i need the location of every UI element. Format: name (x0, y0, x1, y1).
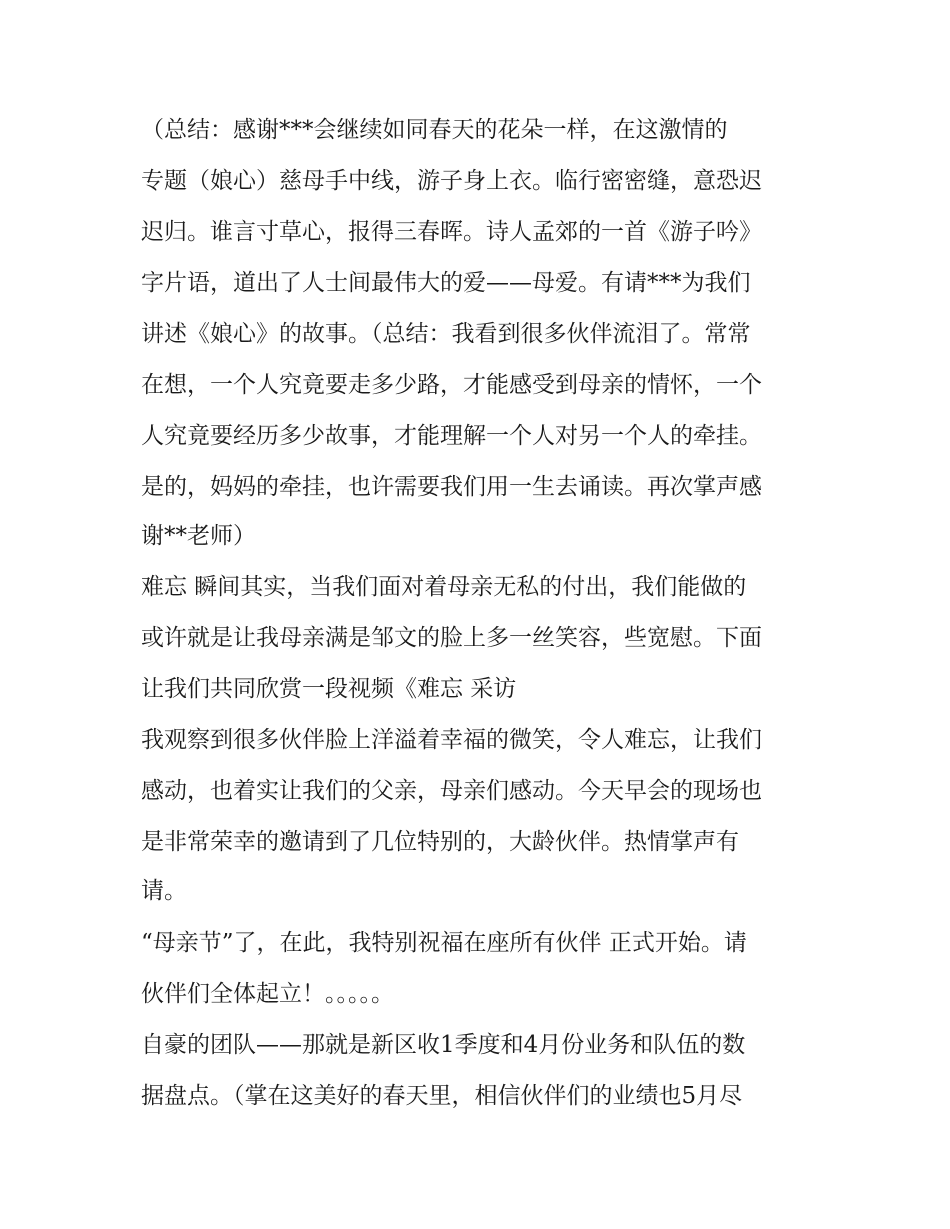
text-line: 感动，也着实让我们的父亲，母亲们感动。今天早会的现场也 (141, 778, 762, 804)
text-line: 请。 (141, 878, 187, 904)
text-line: 谢**老师） (141, 523, 256, 549)
text-line: 伙伴们全体起立！。。。。。 (141, 981, 394, 1007)
text-line: 我观察到很多伙伴脸上洋溢着幸福的微笑，令人难忘，让我们 (141, 727, 762, 753)
text-line: 专题（娘心）慈母手中线，游子身上衣。临行密密缝，意恐迟 (141, 168, 762, 194)
text-line: 据盘点。（掌在这美好的春天里，相信伙伴们的业绩也5月尽 (141, 1083, 743, 1109)
text-line: 难忘 瞬间其实，当我们面对着母亲无私的付出，我们能做的 (141, 574, 747, 600)
text-line: 人究竟要经历多少故事，才能理解一个人对另一个人的牵挂。 (141, 423, 762, 449)
text-line: 字片语，道出了人士间最伟大的爱——母爱。有请***为我们 (141, 270, 751, 296)
text-line: 是非常荣幸的邀请到了几位特别的，大龄伙伴。热情掌声有 (141, 829, 739, 855)
text-line: 或许就是让我母亲满是邹文的脸上多一丝笑容，些宽慰。下面 (141, 625, 762, 651)
text-line: 让我们共同欣赏一段视频《难忘 采访 (141, 676, 517, 702)
text-line: “母亲节”了，在此，我特别祝福在座所有伙伴 正式开始。请 (141, 930, 747, 956)
text-line: 讲述《娘心》的故事。（总结：我看到很多伙伴流泪了。常常 (141, 321, 751, 347)
text-line: 是的，妈妈的牵挂，也许需要我们用一生去诵读。再次掌声感 (141, 474, 762, 500)
text-line: 在想，一个人究竟要走多少路，才能感受到母亲的情怀，一个 (141, 372, 762, 398)
text-line: 自豪的团队——那就是新区收1季度和4月份业务和队伍的数 (141, 1032, 746, 1058)
text-line: （总结：感谢***会继续如同春天的花朵一样，在这激情的 (141, 117, 728, 143)
text-line: 迟归。谁言寸草心，报得三春晖。诗人孟郊的一首《游子吟》 (141, 219, 762, 245)
